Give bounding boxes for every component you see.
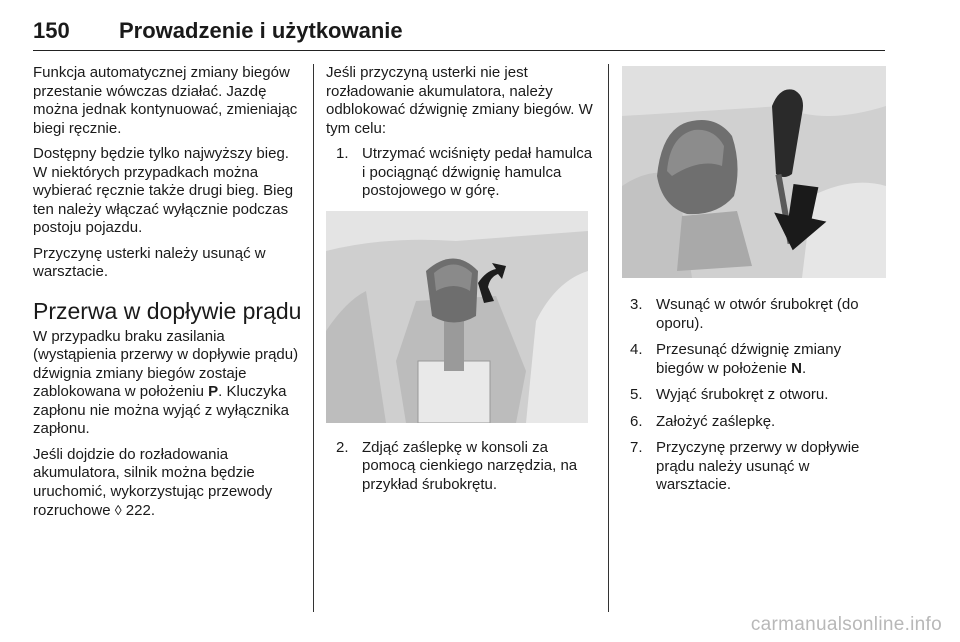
- step-text: Wsunąć w otwór śrubokręt (do oporu).: [656, 296, 859, 332]
- step-text: Założyć zaślepkę.: [656, 412, 776, 430]
- header-rule: [33, 50, 885, 51]
- step-item: [630, 296, 888, 333]
- paragraph: Dostępny będzie tylko najwyższy bieg. W niektórych przypadkach można wybierać ręcznie także drugi bieg. Bieg ten należy włączać wyłącznie podczas postoju pojazdu.: [33, 145, 294, 236]
- subsection-heading: Przerwa w dopływie prądu: [33, 297, 302, 324]
- page-header: [33, 18, 885, 48]
- page-number: 150: [33, 18, 70, 43]
- paragraph: Przyczynę usterki należy usunąć w warsztacie.: [33, 244, 266, 280]
- step-text: Wyjąć śrubokręt z otworu.: [656, 386, 829, 403]
- gear-position-p: P: [208, 383, 219, 400]
- step-number: 7.: [630, 439, 643, 456]
- step-number: 3.: [630, 296, 643, 313]
- paragraph: W przypadku braku zasilania (wystąpienia przerwy w dopływie prądu) dźwignia zmiany biegów zostaje zablokowana w położeniu P. Kluczyka zapłonu nie można wyjąć z wyłącznika zapłonu.: [33, 327, 299, 437]
- column-2: [326, 64, 594, 502]
- step-number: 6.: [630, 412, 643, 430]
- watermark: carmanualsonline.info: [750, 614, 942, 635]
- gear-lever-illustration: [326, 211, 588, 423]
- screwdriver-illustration: [622, 66, 886, 278]
- paragraph: Funkcja automatycznej zmiany biegów przestanie wówczas działać. Jazdę można jednak kontynuować, zmieniając biegi ręcznie.: [33, 64, 298, 137]
- column-3: [622, 66, 888, 503]
- step-text: Zdjąć zaślepkę w konsoli za pomocą cienkiego narzędzia, na przykład śrubokrętu.: [362, 438, 578, 493]
- step-text: Przyczynę przerwy w dopływie prądu należy usunąć w warsztacie.: [656, 439, 860, 493]
- step-item: [336, 145, 594, 201]
- column-1: [33, 64, 305, 528]
- paragraph: Jeśli przyczyną usterki nie jest rozładowanie akumulatora, należy odblokować dźwignię zmiany biegów. W tym celu:: [326, 64, 593, 137]
- step-text: Utrzymać wciśnięty pedał hamulca i pociągnąć dźwignię hamulca postojowego w górę.: [362, 145, 593, 199]
- section-title: Prowadzenie i użytkowanie: [119, 18, 403, 43]
- step-text: Przesunąć dźwignię zmiany biegów w położenie N.: [656, 341, 842, 377]
- step-item: [630, 386, 888, 405]
- step-item: [630, 439, 888, 495]
- step-number: 1.: [336, 145, 349, 162]
- step-number: 5.: [630, 386, 643, 403]
- step-item: [336, 439, 594, 495]
- column-divider-1: [313, 64, 314, 612]
- step-item: [630, 341, 888, 378]
- step-item: [630, 413, 888, 432]
- page-reference-icon: ◊: [114, 502, 122, 518]
- step-number: 2.: [336, 438, 349, 456]
- column-divider-2: [608, 64, 609, 612]
- paragraph: Jeśli dojdzie do rozładowania akumulatora, silnik można będzie uruchomić, wykorzystując przewody rozruchowe ◊ 222.: [33, 445, 273, 519]
- gear-position-n: N: [791, 359, 802, 377]
- page-reference-link[interactable]: 222.: [121, 502, 155, 519]
- step-number: 4.: [630, 341, 643, 358]
